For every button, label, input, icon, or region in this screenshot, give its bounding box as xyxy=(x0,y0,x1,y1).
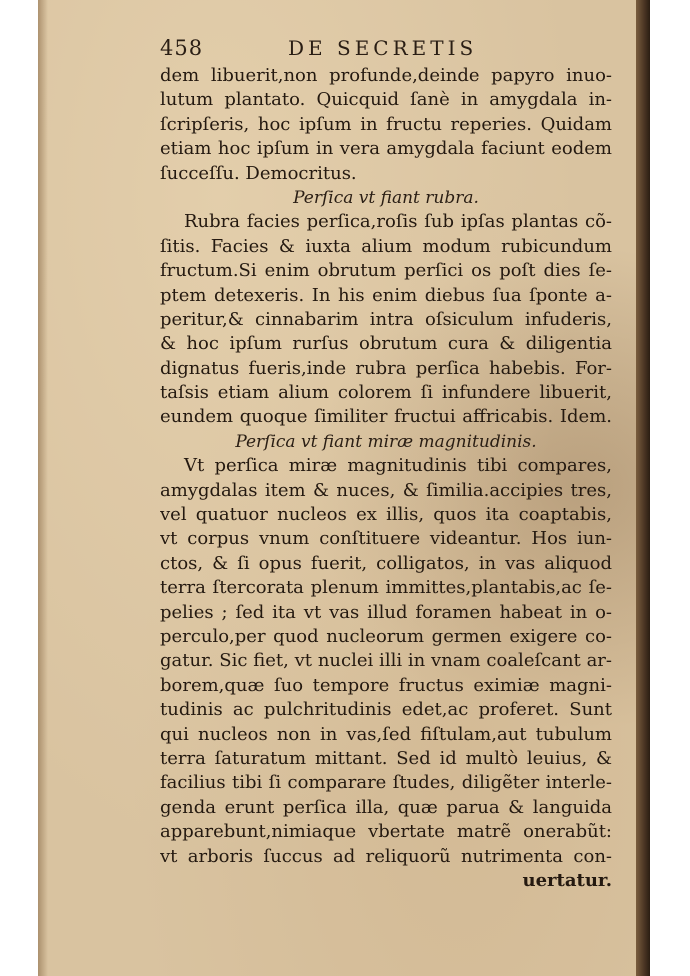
text-line: genda erunt perſica illa, quæ parua & languida xyxy=(160,796,612,818)
text-line: ſitis. Facies & iuxta alium modum rubicundum xyxy=(160,235,612,257)
text-line: qui nucleos non in vas,ſed fiſtulam,aut tubulum xyxy=(160,723,612,745)
page-header xyxy=(160,36,500,64)
page-edge-shadow xyxy=(636,0,650,976)
text-line: uertatur. xyxy=(522,869,612,891)
text-line: vel quatuor nucleos ex illis, quos ita coaptabis, xyxy=(160,504,612,526)
running-title: DE SECRETIS xyxy=(288,36,478,60)
text-line: dignatus fueris,inde rubra perſica habebis. For- xyxy=(160,357,612,379)
body-text xyxy=(160,64,612,893)
section-heading: Perſica vt fiant rubra. xyxy=(293,187,479,208)
text-line: ſcripſeris, hoc ipſum in fructu reperies. Quidam xyxy=(160,113,612,135)
text-line: & hoc ipſum rurſus obrutum cura & diligentia xyxy=(160,333,612,355)
text-line: eundem quoque ſimiliter fructui affricabis. Idem. xyxy=(160,406,612,428)
text-line: Rubra facies perſica,roſis ſub ipſas plantas cõ- xyxy=(184,211,612,233)
text-line: Vt perſica miræ magnitudinis tibi compares, xyxy=(184,455,612,477)
section-heading: Perſica vt fiant miræ magnitudinis. xyxy=(235,431,537,452)
text-line: ſucceſſu. Democritus. xyxy=(160,162,357,184)
text-line: perculo,per quod nucleorum germen exigere co- xyxy=(160,625,612,647)
text-line: borem,quæ ſuo tempore fructus eximiæ magni- xyxy=(160,674,612,696)
text-line: ptem detexeris. In his enim diebus ſua ſponte a- xyxy=(160,284,612,306)
text-line: fructum.Si enim obrutum perſici os poſt dies ſe- xyxy=(160,260,612,282)
text-line: pelies ; ſed ita vt vas illud foramen habeat in o- xyxy=(160,601,612,623)
text-line: vt corpus vnum conſtituere videantur. Hos iun- xyxy=(160,528,612,550)
page-number: 458 xyxy=(160,36,204,60)
text-line: terra ſtercorata plenum immittes,plantabis,ac ſe- xyxy=(160,577,612,599)
text-line: vt arboris ſuccus ad reliquorũ nutrimenta con- xyxy=(160,845,612,867)
text-line: apparebunt,nimiaque vbertate matrẽ onerabũt: xyxy=(160,821,612,843)
text-line: peritur,& cinnabarim intra oſsiculum infuderis, xyxy=(160,308,612,330)
text-line: gatur. Sic fiet, vt nuclei illi in vnam coaleſcant ar- xyxy=(160,650,612,672)
text-line: facilius tibi ſi comparare ſtudes, diligẽter interle- xyxy=(160,772,612,794)
text-line: etiam hoc ipſum in vera amygdala faciunt eodem xyxy=(160,138,612,160)
text-line: terra ſaturatum mittant. Sed id multò leuius, & xyxy=(160,747,612,769)
text-line: lutum plantato. Quicquid ſanè in amygdala in- xyxy=(160,89,612,111)
text-line: dem libuerit,non profunde,deinde papyro inuo- xyxy=(160,65,612,86)
text-line: amygdalas item & nuces, & ſimilia.accipies tres, xyxy=(160,479,612,501)
text-line: taſsis etiam alium colorem ſi infundere libuerit, xyxy=(160,382,612,404)
page-gutter-shadow xyxy=(38,0,48,976)
text-line: tudinis ac pulchritudinis edet,ac proferet. Sunt xyxy=(160,699,612,721)
text-line: ctos, & ſi opus fuerit, colligatos, in vas aliquod xyxy=(160,552,612,574)
